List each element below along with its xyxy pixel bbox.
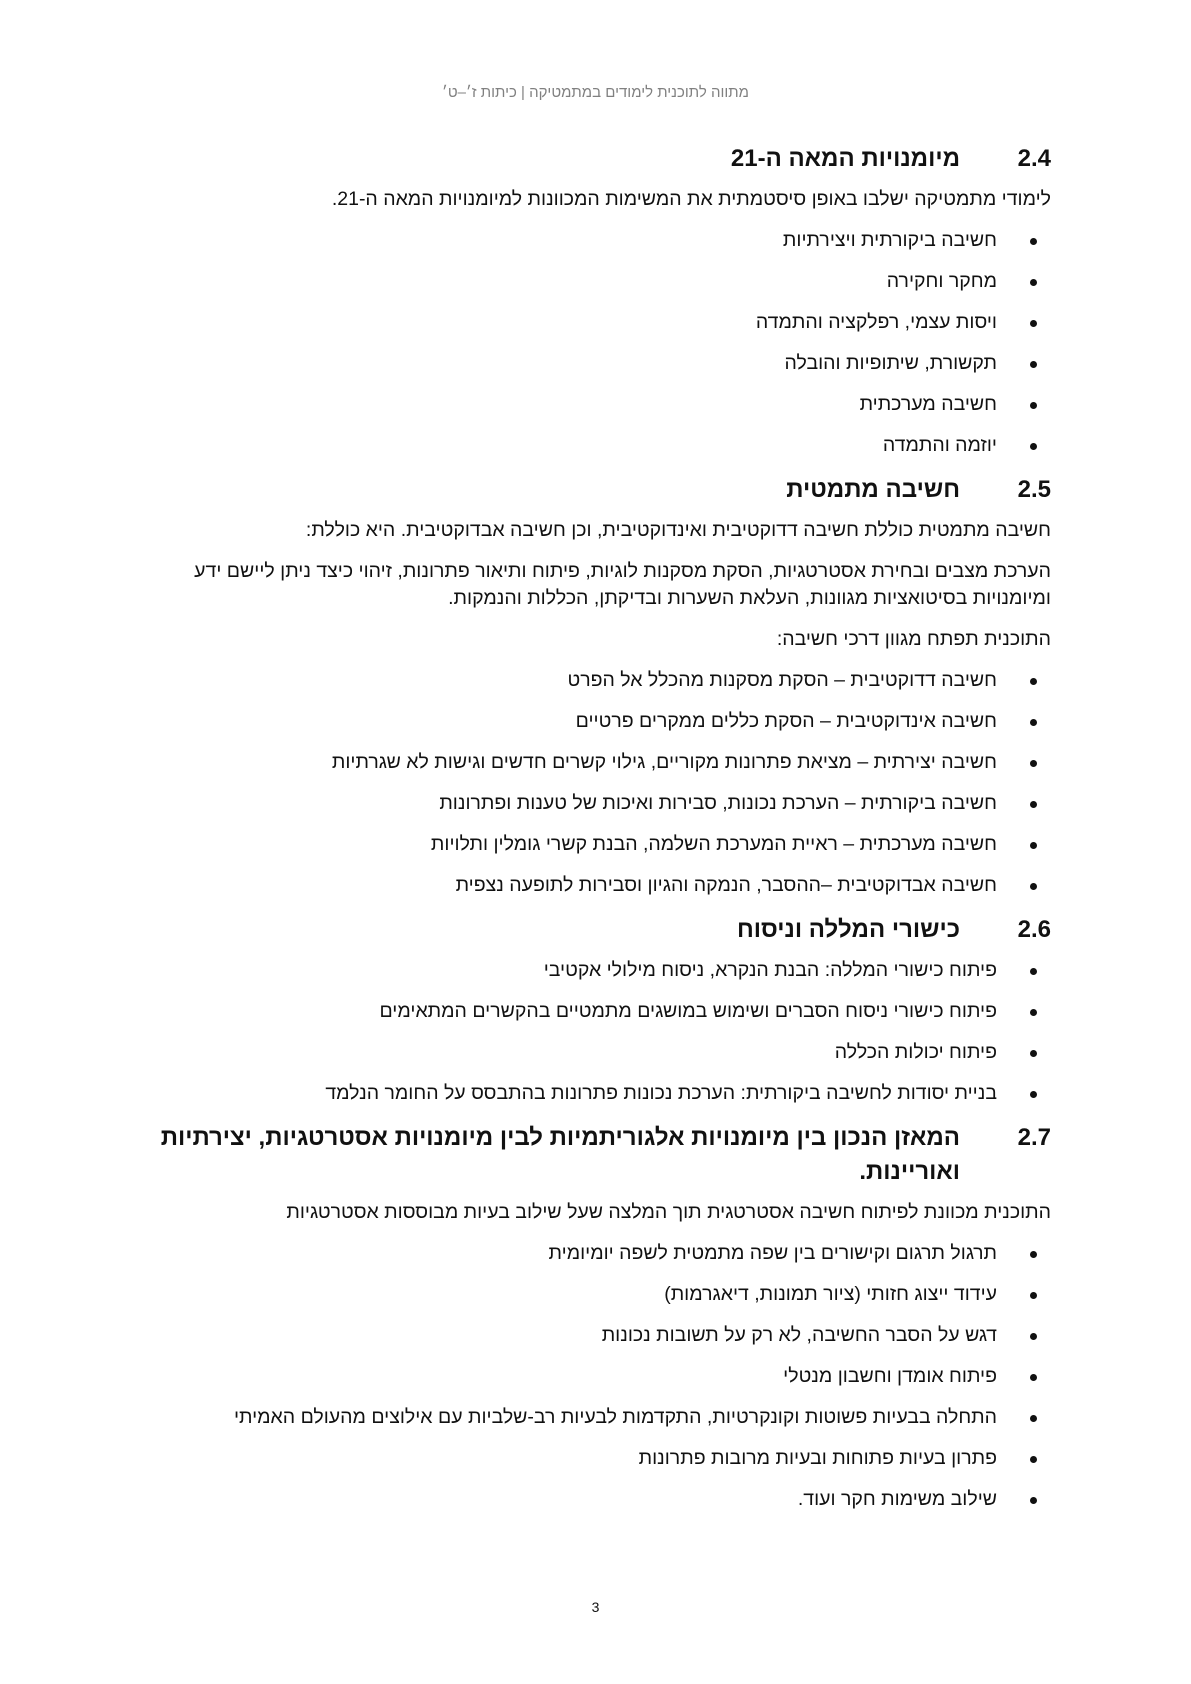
list-item-text: חשיבה ביקורתית ויצירתיות <box>782 229 997 251</box>
bullet-icon <box>1030 842 1037 849</box>
section-2-4 <box>140 142 1051 459</box>
list-item-text: חשיבה מערכתית – ראיית המערכת השלמה, הבנת קשרי גומלין ותלויות <box>430 833 997 855</box>
section-heading <box>140 913 1051 947</box>
section-heading <box>140 1121 1051 1189</box>
list-item-text: חשיבה מערכתית <box>859 393 997 415</box>
bullet-icon <box>1030 1251 1037 1258</box>
section-number: 2.7 <box>1017 1124 1051 1151</box>
section-title: חשיבה מתמטית <box>786 476 960 503</box>
list-item-text: התחלה בבעיות פשוטות וקונקרטיות, התקדמות לבעיות רב-שלביות עם אילוצים מהעולם האמיתי <box>233 1406 997 1428</box>
list-item-text: חשיבה ביקורתית – הערכת נכונות, סבירות ואיכות של טענות ופתרונות <box>439 792 997 814</box>
list-item <box>140 309 1051 336</box>
list-item-text: חשיבה אבדוקטיבית –ההסבר, הנמקה והגיון וסבירות לתופעה נצפית <box>455 874 997 896</box>
list-item <box>140 227 1051 254</box>
bullet-icon <box>1030 1456 1037 1463</box>
bullet-icon <box>1030 1333 1037 1340</box>
list-item <box>140 708 1051 735</box>
list-item <box>140 268 1051 295</box>
list-item <box>140 432 1051 459</box>
bullet-list <box>140 957 1051 1107</box>
list-item-text: חשיבה דדוקטיבית – הסקת מסקנות מהכלל אל הפרט <box>567 669 997 691</box>
list-item <box>140 391 1051 418</box>
bullet-icon <box>1030 801 1037 808</box>
list-item-text: תרגול תרגום וקישורים בין שפה מתמטית לשפה יומיומית <box>548 1242 997 1264</box>
section-number: 2.5 <box>1017 476 1051 503</box>
list-item-text: עידוד ייצוג חזותי (ציור תמונות, דיאגרמות) <box>664 1283 997 1305</box>
list-item <box>140 957 1051 984</box>
section-paragraph: התוכנית תפתח מגוון דרכי חשיבה: <box>776 628 1051 650</box>
list-item-text: פיתוח יכולות הכללה <box>834 1041 997 1063</box>
bullet-icon <box>1030 443 1037 450</box>
section-heading <box>140 142 1051 176</box>
page-content <box>140 142 1051 1527</box>
list-item <box>140 1363 1051 1390</box>
bullet-icon <box>1030 1009 1037 1016</box>
section-2-7 <box>140 1121 1051 1513</box>
list-item <box>140 1281 1051 1308</box>
list-item <box>140 872 1051 899</box>
list-item <box>140 667 1051 694</box>
section-heading <box>140 473 1051 507</box>
bullet-icon <box>1030 320 1037 327</box>
section-number: 2.6 <box>1017 916 1051 943</box>
bullet-icon <box>1030 1374 1037 1381</box>
bullet-icon <box>1030 968 1037 975</box>
list-item-text: פתרון בעיות פתוחות ובעיות מרובות פתרונות <box>638 1447 997 1469</box>
list-item-text: מחקר וחקירה <box>886 270 997 292</box>
bullet-icon <box>1030 1292 1037 1299</box>
bullet-icon <box>1030 238 1037 245</box>
list-item <box>140 1404 1051 1431</box>
list-item-text: חשיבה יצירתית – מציאת פתרונות מקוריים, גילוי קשרים חדשים וגישות לא שגרתיות <box>331 751 997 773</box>
list-item <box>140 1486 1051 1513</box>
section-title: מיומנויות המאה ה-21 <box>730 145 960 172</box>
list-item-text: פיתוח כישורי המללה: הבנת הנקרא, ניסוח מילולי אקטיבי <box>543 959 997 981</box>
list-item <box>140 1445 1051 1472</box>
list-item-text: ויסות עצמי, רפלקציה והתמדה <box>755 311 997 333</box>
list-item-text: פיתוח אומדן וחשבון מנטלי <box>783 1365 997 1387</box>
list-item-text: חשיבה אינדוקטיבית – הסקת כללים ממקרים פרטיים <box>575 710 997 732</box>
running-header: מתווה לתוכנית לימודים במתמטיקה | כיתות ז׳–ט׳ <box>442 84 749 101</box>
bullet-icon <box>1030 1497 1037 1504</box>
bullet-icon <box>1030 361 1037 368</box>
bullet-icon <box>1030 719 1037 726</box>
bullet-icon <box>1030 1091 1037 1098</box>
list-item-text: תקשורת, שיתופיות והובלה <box>784 352 997 374</box>
section-paragraph: הערכת מצבים ובחירת אסטרטגיות, הסקת מסקנות לוגיות, פיתוח ותיאור פתרונות, זיהוי כיצד ניתן ליישם ידע ומיומנויות בסיטואציות מגוונות, העלאת השערות ובדיקתן, הכללות והנמקות. <box>194 560 1051 609</box>
page-number: 3 <box>591 1599 600 1615</box>
bullet-list <box>140 227 1051 459</box>
list-item-text: פיתוח כישורי ניסוח הסברים ושימוש במושגים מתמטיים בהקשרים המתאימים <box>379 1000 997 1022</box>
bullet-icon <box>1030 760 1037 767</box>
bullet-icon <box>1030 678 1037 685</box>
list-item <box>140 1322 1051 1349</box>
list-item-text: בניית יסודות לחשיבה ביקורתית: הערכת נכונות פתרונות בהתבסס על החומר הנלמד <box>325 1082 997 1104</box>
list-item <box>140 1039 1051 1066</box>
section-paragraph: התוכנית מכוונת לפיתוח חשיבה אסטרטגית תוך המלצה שעל שילוב בעיות מבוססות אסטרטגיות <box>286 1201 1051 1223</box>
list-item <box>140 998 1051 1025</box>
bullet-icon <box>1030 1415 1037 1422</box>
list-item <box>140 350 1051 377</box>
list-item-text: שילוב משימות חקר ועוד. <box>797 1488 997 1510</box>
section-title: כישורי המללה וניסוח <box>736 916 960 943</box>
section-paragraph: לימודי מתמטיקה ישלבו באופן סיסטמתית את המשימות המכוונות למיומנויות המאה ה-21. <box>331 188 1051 210</box>
bullet-icon <box>1030 1050 1037 1057</box>
list-item <box>140 831 1051 858</box>
list-item <box>140 1240 1051 1267</box>
bullet-icon <box>1030 402 1037 409</box>
section-2-5 <box>140 473 1051 899</box>
section-2-6 <box>140 913 1051 1107</box>
section-number: 2.4 <box>1017 145 1051 172</box>
list-item <box>140 749 1051 776</box>
bullet-icon <box>1030 279 1037 286</box>
bullet-list <box>140 1240 1051 1513</box>
list-item <box>140 790 1051 817</box>
list-item-text: דגש על הסבר החשיבה, לא רק על תשובות נכונות <box>601 1324 997 1346</box>
bullet-icon <box>1030 883 1037 890</box>
section-paragraph: חשיבה מתמטית כוללת חשיבה דדוקטיבית ואינדוקטיבית, וכן חשיבה אבדוקטיבית. היא כוללת: <box>305 519 1051 541</box>
bullet-list <box>140 667 1051 899</box>
section-title: המאזן הנכון בין מיומנויות אלגוריתמיות לבין מיומנויות אסטרטגיות, יצירתיות ואוריינות. <box>160 1124 960 1185</box>
list-item-text: יוזמה והתמדה <box>882 434 997 456</box>
list-item <box>140 1080 1051 1107</box>
